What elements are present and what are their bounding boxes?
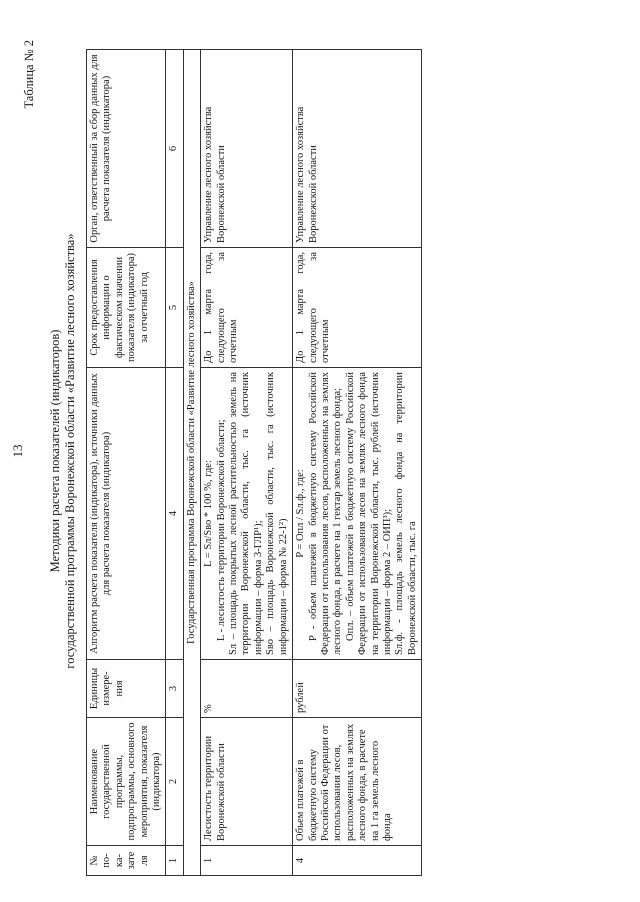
row-number: 1	[201, 846, 293, 876]
algorithm-formula: P = Опл / Sл.ф., где:	[295, 469, 307, 558]
algorithm-line: L - лесистость территории Воронежской области;	[215, 419, 227, 641]
algorithm-line: P - объем платежей в бюджетную систему Российской Федерации от использования лесов, расположенных на землях лесного фонда, в расчете на 1 гектар земель лесного фонда;	[307, 372, 344, 655]
header-name: Наименование государственной программы, подпрограммы, основного мероприятия, показателя (индикатора)	[87, 718, 166, 846]
column-number-row	[166, 50, 183, 876]
program-title: Государственная программа Воронежской области «Развитие лесного хозяйства»	[183, 50, 200, 876]
column-number: 6	[166, 50, 183, 248]
header-responsible: Орган, ответственный за сбор данных для расчета показателя (индикатора)	[87, 50, 166, 248]
row-number: 4	[293, 846, 422, 876]
row-responsible: Управление лесного хозяйства Воронежской области	[293, 50, 422, 248]
indicator-methods-table	[86, 49, 422, 876]
column-number: 3	[166, 660, 183, 718]
algorithm-line: Sл – площадь покрытых лесной растительностью земель на территории Воронежской области, тыс. га (источник информации – форма 3-ГЛР¹);	[228, 372, 264, 655]
column-number: 1	[166, 846, 183, 876]
header-unit: Единицы измере-ния	[87, 660, 166, 718]
row-algorithm	[201, 368, 293, 660]
title-line: Методики расчета показателей (индикаторов)	[48, 329, 62, 573]
row-name: Объем платежей в бюджетную систему Российской Федерации от использования лесов, расположенных на землях лесного фонда, в расчете на 1 га земель лесного фонда	[293, 718, 422, 846]
table-row	[201, 50, 293, 876]
column-number: 5	[166, 248, 183, 368]
row-name: Лесистость территории Воронежской области	[201, 718, 293, 846]
document-title	[48, 0, 78, 902]
table-label: Таблица № 2	[22, 40, 36, 109]
row-unit: рублей	[293, 660, 422, 718]
table-row	[293, 50, 422, 876]
header-number: № по-ка-зате ля	[87, 846, 166, 876]
program-row	[183, 50, 200, 876]
row-unit: %	[201, 660, 293, 718]
column-number: 2	[166, 718, 183, 846]
algorithm-line: Опл. – объем платежей в бюджетную систему Российской Федерации от использования лесов на землях лесного фонда на территории Воронежской области, тыс. рублей (источник информации – форма 2 – ОИП³);	[344, 372, 393, 655]
row-deadline: До 1 марта года, следующего за отчетным	[293, 248, 422, 368]
algorithm-formula: L = Sл/Sво * 100 %, где:	[203, 460, 215, 567]
algorithm-line: Sво – площадь Воронежской области, тыс. га (источник информации – форма № 22-1²)	[265, 372, 289, 655]
header-algorithm: Алгоритм расчета показателя (индикатора), источники данных для расчета показателя (индикатора)	[87, 368, 166, 660]
header-deadline: Срок предоставления информации о фактическом значении показателя (индикатора) за отчетный год	[87, 248, 166, 368]
row-deadline: До 1 марта года, следующего за отчетным	[201, 248, 293, 368]
column-number: 4	[166, 368, 183, 660]
row-responsible: Управление лесного хозяйства Воронежской области	[201, 50, 293, 248]
title-line: государственной программы Воронежской области «Развитие лесного хозяйства»	[63, 233, 77, 669]
table-header-row	[87, 50, 166, 876]
algorithm-line: Sл.ф. - площадь земель лесного фонда на территории Воронежской области, тыс. га	[394, 372, 418, 655]
row-algorithm	[293, 368, 422, 660]
page-number: 13	[10, 444, 25, 458]
